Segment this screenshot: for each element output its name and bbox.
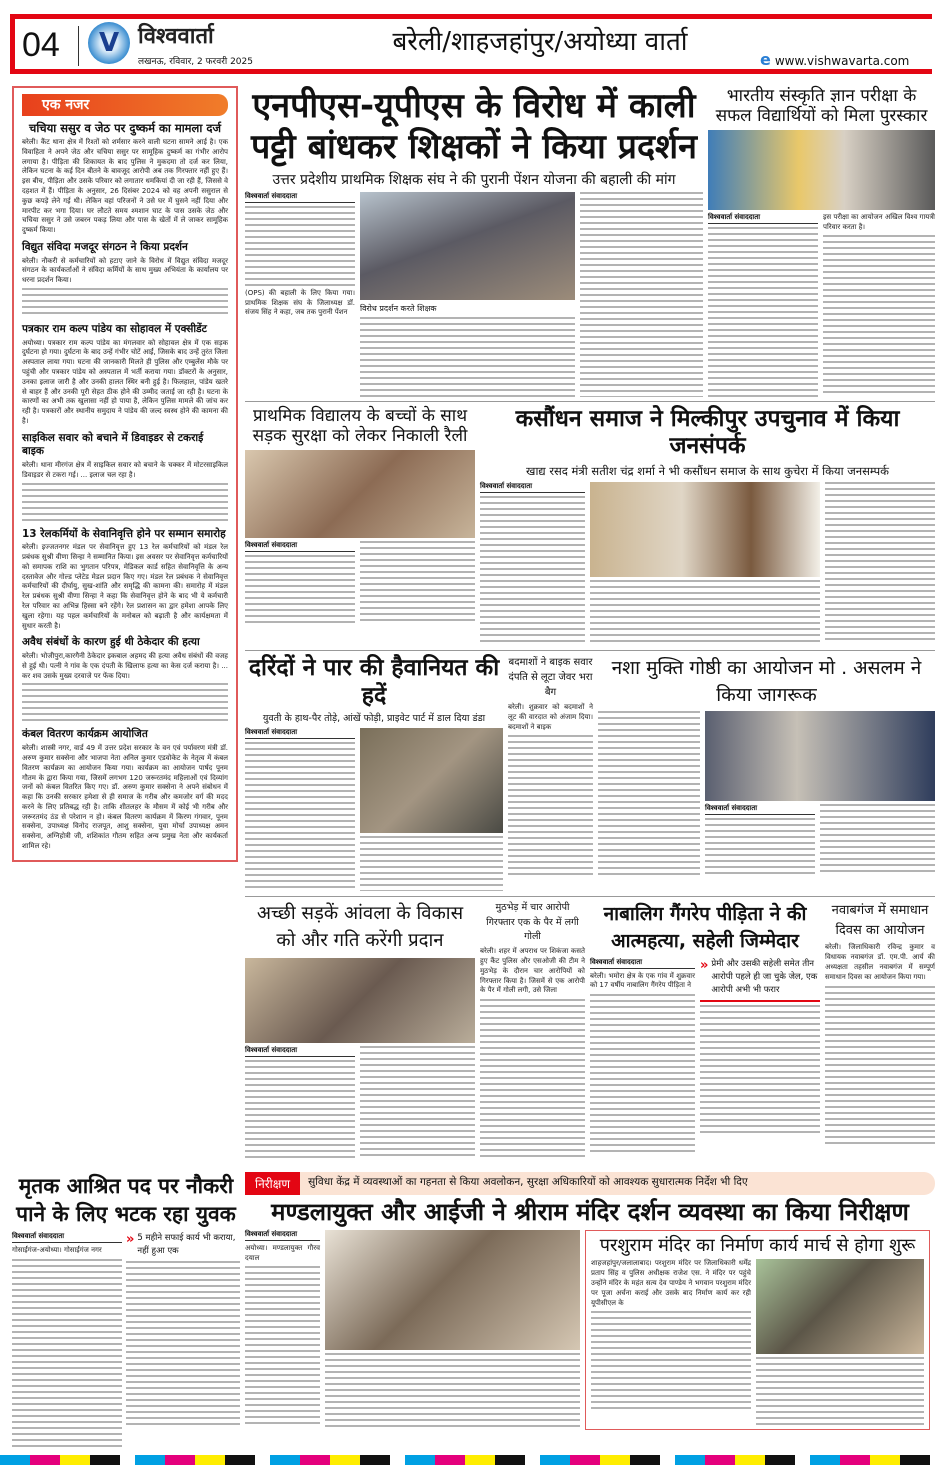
parshuram-box <box>585 1230 930 1431</box>
brief-text: बरेली। कैंट थाना क्षेत्र में रिश्तों को शर्मसार करने वाली घटना सामने आई है। एक विवाहिता ने अपने जेठ और चचिया ससुर पर सामूहिक दुष्कर्म का गंभीर आरोप लगाया है। पीड़िता की शिकायत के बाद पुलिस ने मुकदमा तो दर्ज कर लिया, लेकिन घटना के कई दिन बीतने के बावजूद आरोपी अब तक गिरफ्तार नहीं हुए हैं। इस बीच, पीड़िता और उसके परिवार को लगातार धमकियां दी जा रही हैं, जिससे वे दहशत में हैं। पीड़िता के अनुसार, 26 दिसंबर 2024 को वह अपनी ससुराल से कुछ कपड़े लेने गई थी। लेकिन वहां परिजनों ने उसे घर में घुसने नहीं दिया और मारपीट कर भगा दिया। घर लौटते समय श्मशान घाट के पास उसके जेठ और चचिया ससुर ने उसे जबरन पकड़ लिया और पास के खेतों में ले जाकर सामूहिक दुष्कर्म किया। <box>22 137 228 235</box>
text-block <box>22 683 228 723</box>
text-block <box>825 986 935 1146</box>
roads-col <box>245 1046 355 1160</box>
bottom-area <box>12 1172 935 1448</box>
browser-icon: e <box>760 50 771 69</box>
text-block <box>22 483 228 523</box>
brief-text: बरेली। नौकरी से कर्मचारियों को हटाए जाने के विरोध में विद्युत संविदा मजदूर संगठन के कार्यकर्ताओं ने संविदा कर्मियों के साथ मुख्य अभियंता के कार्यालय पर धरना प्रदर्शन किया। <box>22 256 228 285</box>
robbery-text: बरेली। शुक्रवार को बदमाशों ने लूट की वारदात को अंजाम दिया। बदमाशों ने बाइक <box>508 702 593 731</box>
road-safety-photo <box>245 450 475 538</box>
kasaundhan-col <box>480 482 585 646</box>
brief-text: बरेली। इज्जतनगर मंडल पर सेवानिवृत्त हुए 13 रेल कर्मचारियों को मंडल रेल प्रबंधक सुश्री वीणा सिन्हा ने सम्मानित किया। इस अवसर पर सेवानिवृत्त कर्मचारियों को समापक राशि का भुगतान परिपत्र, मेडिकल कार्ड सहित सेवानिवृत्ति के अन्य दस्तावेज और गोल्ड प्लेटेड मेडल प्रदान किए गए। मंडल रेल प्रबंधक ने सेवानिवृत्त कर्मचारियों की दीर्घायु, सुख-शांति और समृद्धि की कामना की। समारोह में मंडल रेल प्रबंधक सुश्री वीणा सिन्हा ने कहा कि सेवानिवृत्त होने के बाद भी ये कर्मचारी रेल परिवार का अभिन्न हिस्सा बने रहेंगे। रेल प्रशासन का द्वार हमेशा आपके लिए खुला रहेगा। यह पहल कर्मचारियों के मनोबल को बढ़ाती है और कार्यक्षमता में सुधार करती है। <box>22 543 228 630</box>
dateline: लखनऊ, रविवार, 2 फरवरी 2025 <box>138 57 253 67</box>
byline: विश्ववार्ता संवाददाता <box>480 482 585 493</box>
brief-text: अयोध्या। पत्रकार राम कल्प पांडेय का मंगलवार को सोहावल क्षेत्र में एक सड़क दुर्घटना हो गया। दुर्घटना के बाद उन्हें गंभीर चोटें आईं, जिसके बाद उन्हें तुरंत जिला अस्पताल लाया गया। घटना की जानकारी मिलते ही पुलिस और एम्बुलेंस मौके पर पहुंची और पत्रकार पांडेय को अस्पताल में भर्ती कराया गया। डॉक्टरों के अनुसार, उनका इलाज जारी है और उनकी हालत स्थिर बनी हुई है। फिलहाल, पांडेय खतरे से बाहर हैं और उनकी पूरी सेहत ठीक होने की उम्मीद जताई जा रही है। घटना के कारणों का अभी तक खुलासा नहीं हो पाया है, लेकिन पुलिस मामले की जांच कर रही है। पत्रकारों और स्थानीय समुदाय ने पांडेय की जल्द स्वस्थ होने की कामना की है। <box>22 338 228 425</box>
suicide-columns <box>590 958 820 1155</box>
inspection-col <box>325 1230 580 1428</box>
job-col <box>12 1232 122 1449</box>
inspection-col <box>245 1230 320 1427</box>
lead-headline: एनपीएस-यूपीएस के विरोध में काली पट्टी बांधकर शिक्षकों ने किया प्रदर्शन <box>250 86 697 167</box>
text-block <box>756 1357 924 1425</box>
text-block <box>705 818 815 876</box>
suicide-text: बरेली। भमोरा क्षेत्र के एक गांव में शुक्रवार को 17 वर्षीय नाबालिग गैंगरेप पीड़िता ने <box>590 971 695 990</box>
suicide-story <box>590 901 820 1154</box>
job-highlight-box <box>126 1232 240 1258</box>
encounter-story <box>480 901 585 1159</box>
text-block <box>360 541 475 623</box>
crime-headline: दरिंदों ने पार की हैवानियत की हदें <box>248 654 500 709</box>
job-col <box>126 1232 240 1426</box>
parshuram-columns <box>591 1259 924 1425</box>
text-block <box>360 836 503 891</box>
job-text: गोसाईंगंज-अयोध्या। गोसाईंगंज नगर <box>12 1245 102 1254</box>
text-block <box>700 1005 820 1135</box>
byline: विश्ववार्ता संवाददाता <box>245 728 355 739</box>
text-block <box>245 1266 320 1426</box>
culture-columns <box>708 213 935 397</box>
row-two <box>245 401 935 650</box>
lead-col <box>360 192 575 397</box>
text-block <box>360 317 575 397</box>
byline: विश्ववार्ता संवाददाता <box>245 541 355 552</box>
road-col <box>245 541 355 625</box>
brief-headline: कंबल वितरण कार्यक्रम आयोजित <box>22 728 148 741</box>
nasha-subcolumns <box>705 804 935 876</box>
brand-name: विश्ववार्ता <box>138 24 214 49</box>
byline: विश्ववार्ता संवाददाता <box>705 804 815 815</box>
culture-col <box>708 213 818 397</box>
brief-text: बरेली। शास्त्री नगर, वार्ड 49 में उत्तर प्रदेश सरकार के वन एवं पर्यावरण मंत्री डॉ. अरुण कुमार सक्सेना और भाजपा नेता अनिल कुमार एडवोकेट के नेतृत्व में कंबल वितरण कार्यक्रम का आयोजन किया गया। कार्यक्रम का आयोजन पार्षद पूनम गौतम के द्वारा किया गया, जिसमें लगभग 120 जरूरतमंद महिलाओं एवं दिव्यांग जनों को कंबल वितरित किए गए। डॉ. अरुण कुमार सक्सेना ने अपने संबोधन में कहा कि उनकी सरकार हमेशा से ही समाज के गरीब और कमजोर वर्ग की मदद करने के लिए प्रतिबद्ध रही है। ताकि शीतलहर के मौसम में कोई भी गरीब और जरूरतमंद ठंड से परेशान न हो। कंबल वितरण कार्यक्रम में किरण गंगवार, पूनम सक्सेना, उपाध्यक्ष विनोद राजपूत, आशु सक्सेना, युवा मोर्चा उपाध्यक्ष अमन सक्सेना, अग्निहोत्री जी, शशिकांत गौतम सहित अन्य प्रमुख नेता और कार्यकर्ता शामिल रहे। <box>22 744 228 851</box>
byline: विश्ववार्ता संवाददाता <box>708 213 818 224</box>
inspection-tag: निरीक्षण <box>245 1172 300 1195</box>
page-number: 04 <box>22 26 60 64</box>
text-block <box>480 999 585 1159</box>
text-block <box>325 1353 580 1428</box>
lead-photo <box>360 192 575 300</box>
culture-text: इस परीक्षा का आयोजन अखिल विश्व गायत्री परिवार करता है। <box>823 212 935 231</box>
parshuram-text: शाहजहांपुर/जलालाबाद। परशुराम मंदिर पर जिलाधिकारी धर्मेंद्र प्रताप सिंह व पुलिस अधीक्षक राजेश एस. ने मंदिर पर पहुंचे उन्होंने मंदिर के महंत सत्य देव पाण्डेय ने भगवान परशुराम मंदिर पर पूजा अर्चना कराई और उसके बाद निर्माण कार्य कर रही यूपीसीएल के <box>591 1259 751 1307</box>
text-block <box>590 580 820 642</box>
lead-story <box>245 86 703 397</box>
brief-headline: साइकिल सवार को बचाने में डिवाइडर से टकराई बाइक <box>22 431 204 458</box>
suicide-col <box>700 958 820 1136</box>
text-block <box>580 192 703 397</box>
byline: विश्ववार्ता संवाददाता <box>245 1230 320 1241</box>
crime-col <box>360 728 503 891</box>
kasaundhan-photo <box>590 482 820 577</box>
brief-headline: 13 रेलकर्मियों के सेवानिवृत्ति होने पर सम्मान समारोह <box>22 527 226 540</box>
roads-photo <box>245 958 475 1043</box>
crime-col <box>245 728 355 892</box>
nasha-headline: नशा मुक्ति गोष्ठी का आयोजन मो . असलम ने किया जागरूक <box>611 656 922 706</box>
nasha-story <box>598 655 935 876</box>
byline: विश्ववार्ता संवाददाता <box>245 1046 355 1057</box>
text-block <box>823 235 935 395</box>
samadhan-text: बरेली। जिलाधिकारी रविन्द्र कुमार व विधायक नवाबगंज डॉ. एम.पी. आर्य की अध्यक्षता तहसील नवाबगंज में सम्पूर्ण समाधान दिवस का आयोजन किया गया। <box>825 943 935 981</box>
story-area <box>245 86 935 1164</box>
job-headline: मृतक आश्रित पद पर नौकरी पाने के लिए भटक रहा युवक <box>16 1174 236 1227</box>
text-block <box>480 496 585 646</box>
highlight-arrow-icon: » <box>700 957 709 973</box>
kasaundhan-subhead: खाद्य रसद मंत्री सतीश चंद्र शर्मा ने भी कसौंधन समाज के साथ कुचेरा में किया जनसम्पर्क <box>526 463 889 478</box>
parshuram-col <box>756 1259 924 1425</box>
ek-najar-box <box>12 86 238 862</box>
inspection-columns <box>245 1230 935 1431</box>
suicide-highlight: प्रेमी और उसकी सहेली समेत तीन आरोपी पहले ही जा चुके जेल, एक आरोपी अभी भी फरार <box>711 958 818 995</box>
parshuram-headline: परशुराम मंदिर का निर्माण कार्य मार्च से होगा शुरू <box>599 1234 916 1256</box>
text-block <box>590 994 695 1154</box>
text-block <box>820 804 935 874</box>
road-safety-headline: प्राथमिक विद्यालय के बच्चों के साथ सड़क सुरक्षा को लेकर निकाली रैली <box>252 405 468 447</box>
suicide-col <box>590 958 695 1155</box>
encounter-text: बरेली। शहर में अपराध पर शिकंजा कसते हुए कैंट पुलिस और एसओजी की टीम ने मुठभेड़ के दौरान चार आरोपियों को गिरफ्तार किया है। जिसमें से एक आरोपी के पैर में गोली लगी, उसे जिला <box>480 947 585 995</box>
row-lead <box>245 86 935 401</box>
lead-col <box>580 192 703 397</box>
roads-columns <box>245 1046 475 1160</box>
roads-headline: अच्छी सड़कें आंवला के विकास को और गति करेंगी प्रदान <box>256 903 464 952</box>
text-block <box>708 227 818 397</box>
byline: विश्ववार्ता संवाददाता <box>12 1232 122 1243</box>
inspection-strapline: सुविधा केंद्र में व्यवस्थाओं का गहनता से किया अवलोकन, सुरक्षा अधिकारियों को आवश्यक सुधारात्मक निर्देश भी दिए <box>308 1176 748 1189</box>
text-block <box>245 1060 355 1160</box>
section-title: बरेली/शाहजहांपुर/अयोध्या वार्ता <box>392 27 688 57</box>
crime-story <box>245 655 503 893</box>
brief-text: बरेली। भोजीपुरा,कारगैनी ठेकेदार इकबाल अहमद की हत्या अवैध संबंधों की वजह से हुई थी। पत्नी ने गांव के एक दंपती के खिलाफ हत्या का केस दर्ज कराया है। ... कर शव उसके मुख्य दरवाजे पर फेंक दिया। <box>22 652 228 680</box>
road-safety-story <box>245 406 475 625</box>
inspection-text: अयोध्या। मण्डलायुक्त गौरव दयाल <box>245 1243 320 1262</box>
color-registration-bar <box>0 1455 945 1465</box>
crime-columns <box>245 728 503 892</box>
inspection-story <box>245 1172 935 1430</box>
parshuram-photo <box>756 1259 924 1354</box>
inspection-headline: मण्डलायुक्त और आईजी ने श्रीराम मंदिर दर्शन व्यवस्था का किया निरीक्षण <box>271 1198 909 1227</box>
text-block <box>245 555 355 625</box>
kasaundhan-columns <box>480 482 935 646</box>
nasha-columns <box>598 711 935 876</box>
brief-headline: पत्रकार राम कल्प पांडेय का सोहावल में एक्सीडेंट <box>22 322 207 335</box>
lead-subhead: उत्तर प्रदेशीय प्राथमिक शिक्षक संघ ने की पुरानी पेंशन योजना की बहाली की मांग <box>272 171 676 188</box>
encounter-headline: मुठभेड़ में चार आरोपी गिरफ्तार एक के पैर में लगी गोली <box>486 902 579 942</box>
suicide-highlight-box <box>700 958 820 1003</box>
text-block <box>598 711 700 876</box>
robbery-headline: बदमाशों ने बाइक सवार दंपति से लूटा जेवर भरा बैग <box>508 656 593 698</box>
robbery-story <box>508 655 593 875</box>
lead-text: (OPS) की बहाली के लिए किया गया। प्राथमिक शिक्षक संघ के जिलाध्यक्ष डॉ. संजय सिंह ने कहा, जब तक पुरानी पेंशन <box>245 288 355 317</box>
job-highlight: 5 महीने सफाई कार्य भी कराया, नहीं हुआ एक <box>137 1232 236 1256</box>
text-block <box>360 1046 475 1158</box>
brief-headline: चचिया ससुर व जेठ पर दुष्कर्म का मामला दर्ज <box>29 121 221 135</box>
culture-headline: भारतीय संस्कृति ज्ञान परीक्षा के सफल विद्यार्थियों को मिला पुरस्कार <box>715 86 928 127</box>
nasha-col <box>705 711 935 876</box>
job-story <box>12 1172 240 1448</box>
website-url: www.vishwavarta.com <box>774 54 910 68</box>
text-block <box>591 1311 751 1411</box>
kasaundhan-headline: कसौंधन समाज ने मिल्कीपुर उपचुनाव में किया जनसंपर्क <box>515 405 900 460</box>
inspection-strap <box>245 1172 935 1195</box>
text-block <box>12 1259 122 1449</box>
parshuram-col <box>591 1259 751 1411</box>
byline: विश्ववार्ता संवाददाता <box>245 192 355 203</box>
ek-najar-banner: एक नजर <box>22 94 228 116</box>
culture-col <box>823 213 935 396</box>
nasha-photo <box>705 711 935 801</box>
main-area <box>12 86 935 1164</box>
text-block <box>508 735 593 875</box>
brief-headline: अवैध संबंधों के कारण हुई थी ठेकेदार की हत्या <box>22 636 200 649</box>
text-block <box>22 288 228 318</box>
suicide-headline: नाबालिग गैंगरेप पीड़िता ने की आत्महत्या, सहेली जिम्मेदार <box>603 903 807 953</box>
lead-col <box>245 192 355 318</box>
samadhan-headline: नवाबगंज में समाधान दिवस का आयोजन <box>831 903 929 938</box>
row-three <box>245 650 935 897</box>
row-four <box>245 896 935 1164</box>
text-block <box>825 482 935 642</box>
photo-caption: विरोध प्रदर्शन करते शिक्षक <box>360 303 437 313</box>
highlight-arrow-icon: » <box>126 1231 135 1247</box>
inspection-photo <box>325 1230 580 1350</box>
lead-columns <box>245 192 703 397</box>
nasha-col <box>705 804 815 876</box>
kasaundhan-col <box>590 482 820 642</box>
brief-text: बरेली। थाना मीरगंज क्षेत्र में साइकिल सवार को बचाने के चक्कर में मोटरसाइकिल डिवाइडर से टकरा गई। ... इलाज चल रहा है। <box>22 461 228 479</box>
crime-subhead: युवती के हाथ-पैर तोड़े, आंखें फोड़ी, प्राइवेट पार्ट में डाल दिया डंडा <box>262 713 486 725</box>
culture-photo <box>708 130 935 210</box>
brief-headline: विद्युत संविदा मजदूर संगठन ने किया प्रदर्शन <box>22 240 188 253</box>
roads-story <box>245 901 475 1160</box>
crime-photo <box>360 728 503 833</box>
text-block <box>245 206 355 286</box>
byline: विश्ववार्ता संवाददाता <box>590 958 695 969</box>
kasaundhan-story <box>480 406 935 646</box>
culture-story <box>708 86 935 397</box>
brand-logo: V <box>88 22 130 64</box>
road-safety-columns <box>245 541 475 625</box>
job-columns <box>12 1232 240 1449</box>
text-block <box>126 1261 240 1426</box>
text-block <box>245 742 355 892</box>
samadhan-story <box>825 901 935 1145</box>
